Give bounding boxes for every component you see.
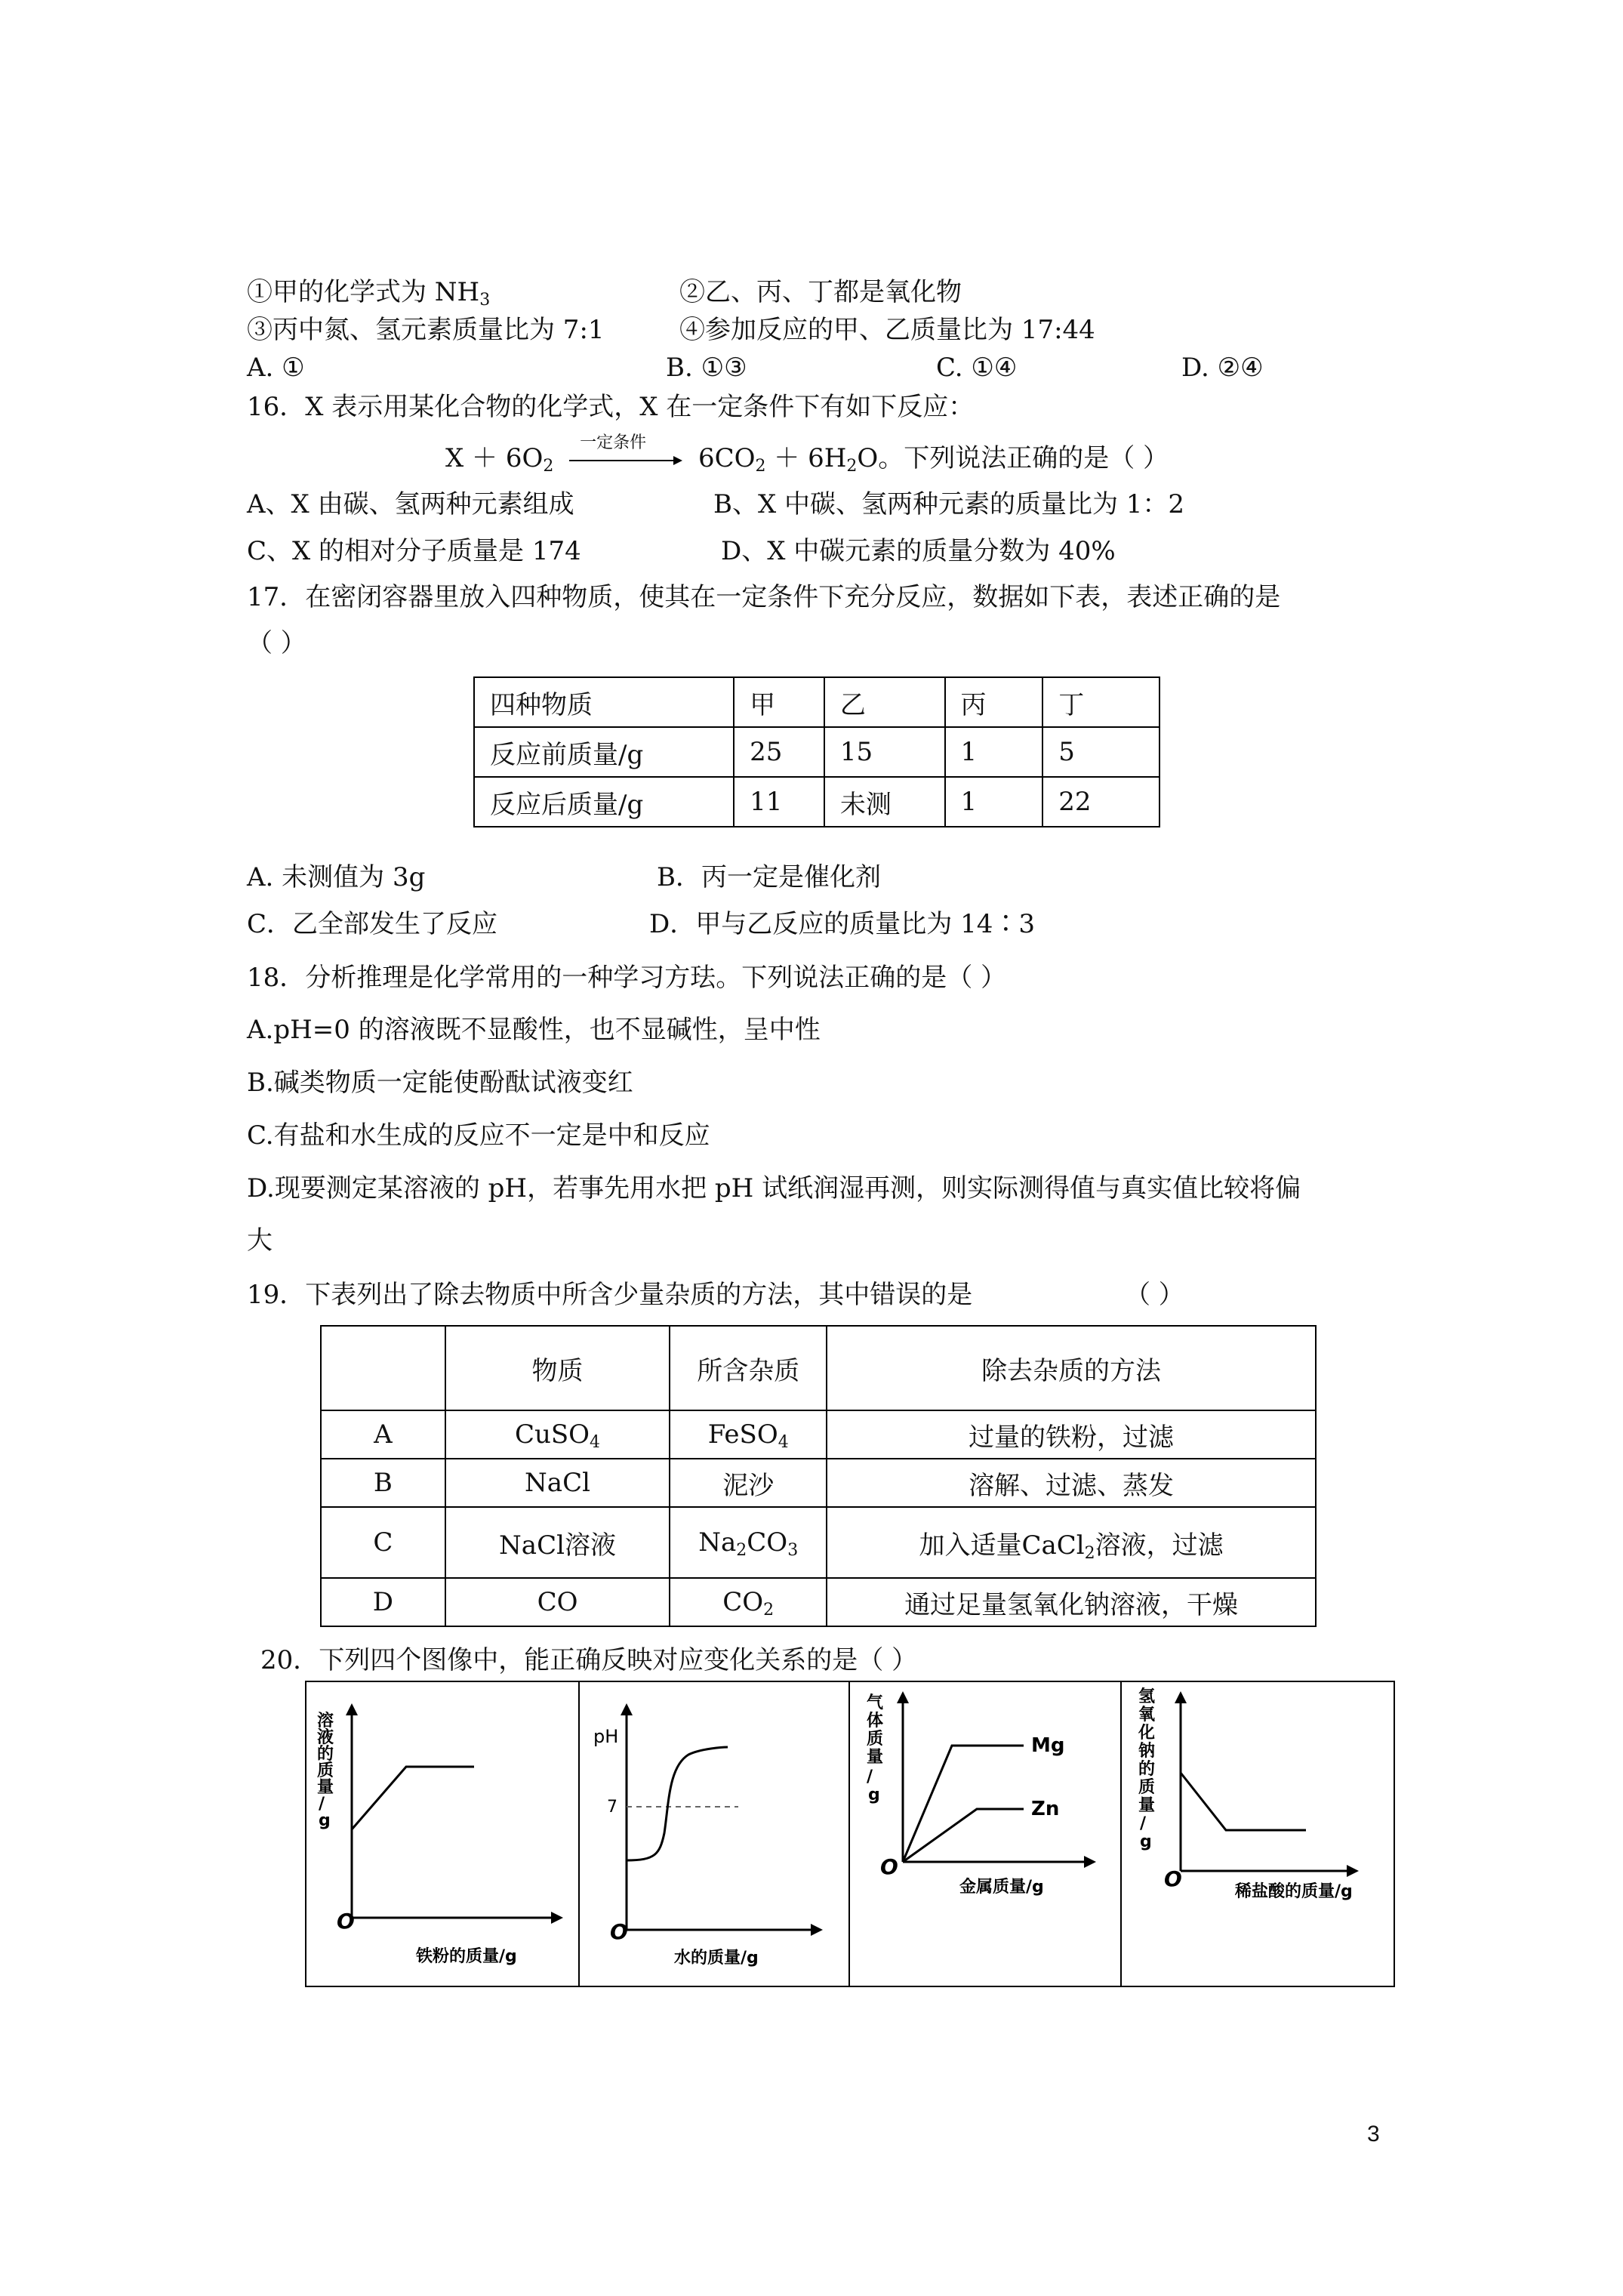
graph-a-ylabel-char: 溶 <box>317 1712 334 1730</box>
table-cell: D <box>321 1578 445 1626</box>
graph-d-ylabel-char: 化 <box>1138 1724 1156 1743</box>
q16-equation: $X + 6O_2$ 一定条件 $6CO_2 + 6H_2O$。下列说法正确的是（ ） <box>445 433 1169 476</box>
page-number: 3 <box>1367 2122 1380 2147</box>
table-cell: 乙 <box>824 677 945 727</box>
table-row <box>321 1507 1316 1578</box>
graph-b-origin: O <box>610 1919 628 1944</box>
table-cell: NaCl <box>445 1459 670 1507</box>
table-cell: 泥沙 <box>670 1459 827 1507</box>
graph-d-ylabel-char: 钠 <box>1138 1742 1156 1761</box>
q18-option-d-continued: 大 <box>247 1225 273 1256</box>
graph-c-origin: O <box>880 1854 898 1879</box>
graph-c-series-zn: Zn <box>1031 1798 1060 1820</box>
q18-option-c[interactable]: C.有盐和水生成的反应不一定是中和反应 <box>247 1120 710 1151</box>
graph-d-curve <box>1181 1773 1306 1830</box>
table-cell: 22 <box>1042 777 1160 827</box>
table-cell: 未测 <box>824 777 945 827</box>
reaction-arrow: 一定条件 <box>569 447 682 473</box>
graph-d-ylabel-char: 量 <box>1138 1796 1156 1815</box>
table-cell <box>321 1326 445 1410</box>
q15-statement-4: ④参加反应的甲、乙质量比为 17:44 <box>679 315 1095 345</box>
table-cell: 四种物质 <box>474 677 734 727</box>
q16-stem: 16．X 表示用某化合物的化学式，X 在一定条件下有如下反应： <box>247 392 975 422</box>
q19-answer-paren: （ ） <box>1125 1280 1184 1310</box>
graph-d-ylabel-char: 氢 <box>1138 1687 1156 1706</box>
table-cell: 加入适量CaCl$_2$溶液，过滤 <box>827 1507 1316 1578</box>
q15-option-d[interactable]: D. ②④ <box>1181 353 1264 383</box>
q19-table <box>320 1325 1317 1627</box>
table-cell: 丙 <box>945 677 1043 727</box>
table-cell: C <box>321 1507 445 1578</box>
graph-c-xlabel: 金属质量/g <box>959 1878 1044 1897</box>
table-header-row <box>321 1326 1316 1410</box>
graph-c[interactable] <box>848 1682 1122 1986</box>
q20-graph-panel <box>305 1681 1395 1987</box>
table-cell: B <box>321 1459 445 1507</box>
table-cell: 25 <box>734 727 824 777</box>
table-row <box>474 677 1160 727</box>
graph-c-ylabel-char: 量 <box>867 1748 884 1767</box>
q18-option-b[interactable]: B.碱类物质一定能使酚酞试液变红 <box>247 1068 633 1098</box>
graph-a-ylabel-char: g <box>319 1811 331 1830</box>
q17-table <box>473 676 1160 827</box>
graph-d-ylabel-char: 的 <box>1138 1760 1156 1779</box>
graph-d-origin: O <box>1164 1866 1182 1891</box>
graph-d-ylabel-char: 氧 <box>1138 1706 1156 1724</box>
graph-c-ylabel-char: 体 <box>867 1712 884 1730</box>
graph-a-xlabel: 铁粉的质量/g <box>416 1947 517 1966</box>
table-cell: 所含杂质 <box>670 1326 827 1410</box>
q20-stem: 20．下列四个图像中，能正确反映对应变化关系的是（ ） <box>260 1645 918 1675</box>
q15-statement-1: ①甲的化学式为 $NH_3$ <box>247 277 491 310</box>
graph-a-ylabel-char: 的 <box>317 1745 334 1764</box>
table-cell: 甲 <box>734 677 824 727</box>
graph-b-curve <box>627 1747 728 1860</box>
q15-statement-2: ②乙、丙、丁都是氧化物 <box>679 277 962 307</box>
table-row <box>474 727 1160 777</box>
q17-answer-paren: （ ） <box>247 628 306 658</box>
q16-option-a[interactable]: A、X 由碳、氢两种元素组成 <box>247 489 574 519</box>
table-cell: 过量的铁粉，过滤 <box>827 1410 1316 1459</box>
graph-a-curve <box>352 1767 474 1829</box>
table-cell: 丁 <box>1042 677 1160 727</box>
graph-d-ylabel-char: / <box>1140 1814 1147 1833</box>
graph-a-ylabel-char: / <box>319 1795 325 1814</box>
table-row <box>474 777 1160 827</box>
graph-a-ylabel-char: 液 <box>317 1728 334 1747</box>
q18-stem: 18．分析推理是化学常用的一种学习方珐。下列说法正确的是（ ） <box>247 963 1007 993</box>
q17-option-c[interactable]: C．乙全部发生了反应 <box>247 909 498 939</box>
q17-option-d[interactable]: D．甲与乙反应的质量比为 14∶3 <box>649 909 1035 939</box>
q17-option-b[interactable]: B．丙一定是催化剂 <box>657 862 881 892</box>
table-cell: FeSO$_4$ <box>670 1410 827 1459</box>
q16-option-b[interactable]: B、X 中碳、氢两种元素的质量比为 1：2 <box>713 489 1185 519</box>
table-cell: $CO_2$ <box>670 1578 827 1626</box>
q15-option-b[interactable]: B. ①③ <box>666 353 747 383</box>
table-cell: 反应前质量/g <box>474 727 734 777</box>
table-cell: 5 <box>1042 727 1160 777</box>
graph-d-xlabel: 稀盐酸的质量/g <box>1235 1882 1353 1901</box>
graph-b-xlabel: 水的质量/g <box>674 1949 759 1968</box>
q19-stem: 19．下表列出了除去物质中所含少量杂质的方法，其中错误的是 <box>247 1280 973 1310</box>
q15-option-c[interactable]: C. ①④ <box>936 353 1018 383</box>
q18-option-a[interactable]: A.pH=0 的溶液既不显酸性，也不显碱性，呈中性 <box>247 1015 821 1045</box>
table-cell: NaCl溶液 <box>445 1507 670 1578</box>
q16-option-d[interactable]: D、X 中碳元素的质量分数为 40% <box>721 536 1116 566</box>
table-cell: $Na_2CO_3$ <box>670 1507 827 1578</box>
table-cell: 除去杂质的方法 <box>827 1326 1316 1410</box>
graph-b-ylabel: pH <box>593 1726 619 1747</box>
graph-b[interactable] <box>578 1682 850 1986</box>
table-cell: 物质 <box>445 1326 670 1410</box>
table-cell: 1 <box>945 727 1043 777</box>
q15-statement-3: ③丙中氮、氢元素质量比为 7:1 <box>247 315 605 345</box>
table-cell: A <box>321 1410 445 1459</box>
graph-c-series-mg: Mg <box>1031 1734 1065 1757</box>
table-row <box>321 1459 1316 1507</box>
table-row <box>321 1410 1316 1459</box>
table-cell: CO <box>445 1578 670 1626</box>
graph-d-ylabel-char: g <box>1140 1832 1152 1851</box>
graph-c-ylabel-char: 质 <box>867 1730 884 1749</box>
graph-c-ylabel-char: / <box>867 1767 873 1786</box>
graph-c-line-mg <box>903 1746 1024 1862</box>
q16-option-c[interactable]: C、X 的相对分子质量是 174 <box>247 536 581 566</box>
table-cell: 1 <box>945 777 1043 827</box>
q17-option-a[interactable]: A. 未测值为 3g <box>247 862 426 892</box>
table-cell: 通过足量氢氧化钠溶液，干燥 <box>827 1578 1316 1626</box>
q18-option-d[interactable]: D.现要测定某溶液的 pH，若事先用水把 pH 试纸润湿再测，则实际测得值与真实值比较将偏 <box>247 1173 1301 1203</box>
table-cell: 溶解、过滤、蒸发 <box>827 1459 1316 1507</box>
q15-option-a[interactable]: A. ① <box>247 353 305 383</box>
table-row <box>321 1578 1316 1626</box>
graph-a[interactable] <box>306 1682 578 1986</box>
graph-c-ylabel-char: g <box>868 1786 880 1804</box>
q17-stem: 17．在密闭容器里放入四种物质，使其在一定条件下充分反应，数据如下表，表述正确的是 <box>247 582 1281 612</box>
table-cell: 反应后质量/g <box>474 777 734 827</box>
table-cell: CuSO$_4$ <box>445 1410 670 1459</box>
table-cell: 11 <box>734 777 824 827</box>
graph-a-ylabel-char: 量 <box>317 1778 334 1797</box>
graph-d[interactable] <box>1120 1682 1395 1986</box>
graph-a-ylabel-char: 质 <box>317 1761 334 1780</box>
graph-b-ph7-label: 7 <box>607 1798 617 1817</box>
graph-a-origin: O <box>337 1909 355 1934</box>
graph-d-ylabel-char: 质 <box>1138 1778 1156 1797</box>
graph-c-ylabel-char: 气 <box>867 1693 884 1712</box>
table-cell: 15 <box>824 727 945 777</box>
